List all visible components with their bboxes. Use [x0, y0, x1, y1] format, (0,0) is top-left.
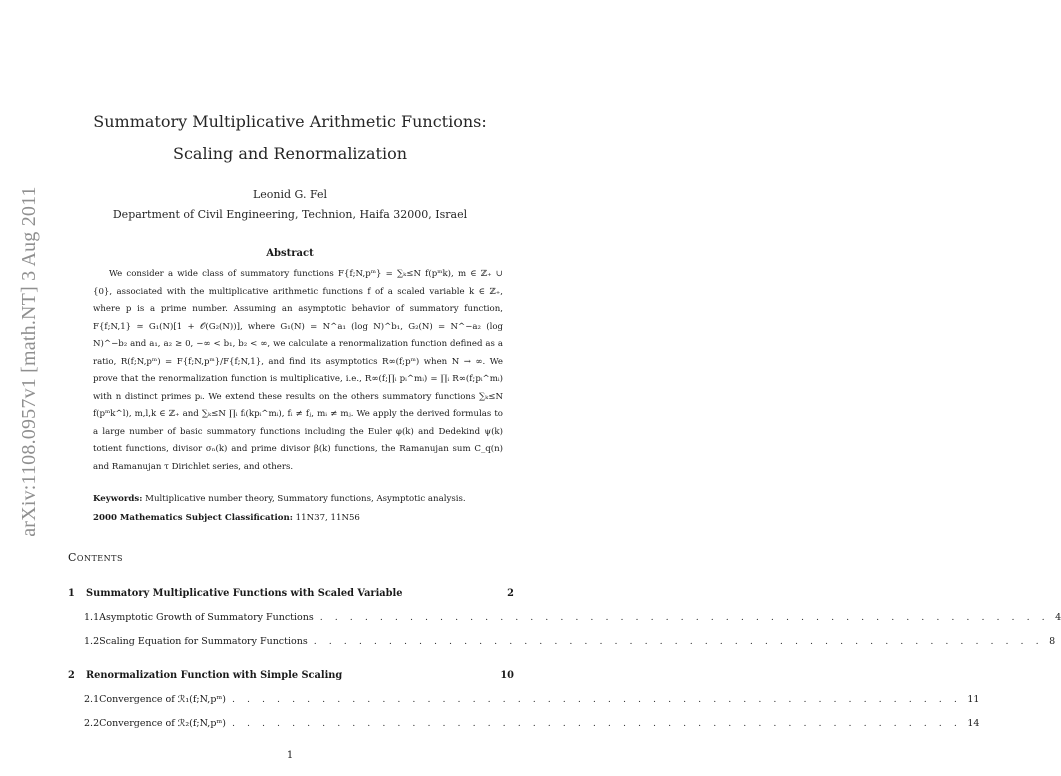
keywords-label: Keywords: [93, 494, 143, 504]
msc-label: 2000 Mathematics Subject Classification: [93, 513, 293, 523]
toc-page: 8 [1049, 636, 1056, 647]
toc-title: Convergence of ℛ₁(f;N,pᵐ) [99, 694, 226, 705]
keywords-text: Multiplicative number theory, Summatory functions, Asymptotic analysis. [145, 494, 466, 504]
toc-page: 11 [967, 694, 980, 705]
toc-title: Renormalization Function with Simple Scaling [86, 670, 343, 681]
toc-section-1[interactable] [68, 588, 514, 599]
toc-title: Convergence of ℛ₂(f;N,pᵐ) [99, 718, 226, 729]
page-number: 1 [286, 750, 294, 761]
abstract-heading: Abstract [266, 248, 314, 259]
toc-section-2[interactable] [68, 670, 514, 681]
toc-subsection-1-2[interactable] [68, 636, 1056, 647]
toc-leader-dots: . . . . . . . . . . . . . . . . . . . . . . . . . . . . . . . . . . . . . . . . . . . . . . . . . [231, 718, 962, 729]
abstract-text: We consider a wide class of summatory functions F{f;N,pᵐ} = ∑ₖ≤N f(pᵐk), m ∈ ℤ₊ ∪ {0}, associated with the multiplicative arithmetic functions f of a scaled variable k ∈ ℤ₊, where p is a prime number. Assuming an asymptotic behavior of summatory function, F{f;N,1} ≃ G₁(N)[1 + 𝒪(G₂(N))], where G₁(N) = N^a₁ (log N)^b₁, G₂(N) = N^−a₂ (log N)^−b₂ and a₁, a₂ ≥ 0, −∞ < b₁, b₂ < ∞, we calculate a renormalization function defined as a ratio, R(f;N,pᵐ) = F{f;N,pᵐ}/F{f;N,1}, and find its asymptotics R∞(f;pᵐ) when N → ∞. We prove that the renormalization function is multiplicative, i.e., R∞(f;∏ᵢ pᵢ^mᵢ) = ∏ᵢ R∞(f;pᵢ^mᵢ) with n distinct primes pᵢ. We extend these results on the others summatory functions ∑ₖ≤N f(pᵐk^l), m,l,k ∈ ℤ₊ and ∑ₖ≤N ∏ᵢ fᵢ(kpᵢ^mᵢ), fᵢ ≠ fⱼ, mᵢ ≠ mⱼ. We apply the derived formulas to a large number of basic summatory functions including the Euler φ(k) and Dedekind ψ(k) totient functions, divisor σₙ(k) and prime divisor β(k) functions, the Ramanujan sum C_q(n) and Ramanujan τ Dirichlet series, and others. [93, 269, 503, 472]
abstract-body [93, 266, 503, 476]
toc-subsection-2-2[interactable] [68, 718, 980, 729]
toc-page: 2 [507, 588, 514, 599]
toc-title: Asymptotic Growth of Summatory Functions [99, 612, 314, 623]
toc-subsection-2-1[interactable] [68, 694, 980, 705]
arxiv-stamp [8, 180, 50, 542]
keywords-line [93, 491, 503, 508]
toc-title: Scaling Equation for Summatory Functions [99, 636, 308, 647]
toc-title: Summatory Multiplicative Functions with Scaled Variable [86, 588, 403, 599]
toc-number: 2 [68, 670, 75, 681]
toc-page: 10 [500, 670, 514, 681]
toc-number: 1.2 [84, 636, 100, 647]
arxiv-stamp-text: arXiv:1108.0957v1 [math.NT] 3 Aug 2011 [17, 185, 40, 537]
toc-leader-dots: . . . . . . . . . . . . . . . . . . . . . . . . . . . . . . . . . . . . . . . . . . . . . . . . . [319, 612, 1050, 623]
msc-line [93, 510, 503, 527]
toc-number: 2.2 [84, 718, 100, 729]
author-affiliation: Department of Civil Engineering, Technion, Haifa 32000, Israel [112, 208, 468, 221]
toc-page: 4 [1055, 612, 1061, 623]
toc-leader-dots: . . . . . . . . . . . . . . . . . . . . . . . . . . . . . . . . . . . . . . . . . . . . . . . . . [231, 694, 962, 705]
msc-text: 11N37, 11N56 [295, 513, 360, 523]
toc-number: 1 [68, 588, 75, 599]
author-name: Leonid G. Fel [252, 188, 328, 201]
paper-title-line-2: Scaling and Renormalization [173, 144, 407, 163]
paper-title-line-1: Summatory Multiplicative Arithmetic Functions: [93, 112, 487, 131]
contents-heading: Contents [68, 551, 123, 564]
toc-page: 14 [967, 718, 980, 729]
toc-subsection-1-1[interactable] [68, 612, 1061, 623]
toc-number: 2.1 [84, 694, 100, 705]
toc-number: 1.1 [84, 612, 100, 623]
toc-leader-dots: . . . . . . . . . . . . . . . . . . . . . . . . . . . . . . . . . . . . . . . . . . . . . . . . . [313, 636, 1044, 647]
